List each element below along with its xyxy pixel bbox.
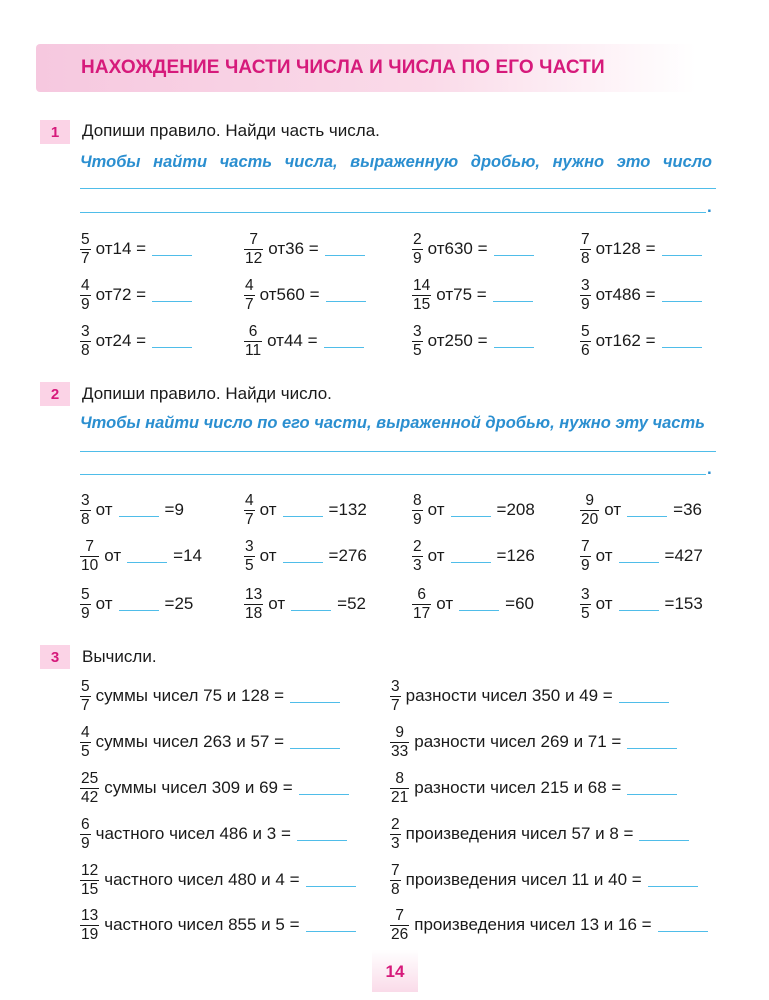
fraction-denominator: 5 bbox=[81, 742, 90, 760]
exercise-text: частного чисел 480 и 4 = bbox=[104, 870, 300, 889]
equals-sign: = bbox=[472, 239, 488, 258]
number-value: 36 bbox=[285, 239, 305, 258]
answer-blank[interactable] bbox=[639, 827, 689, 841]
fraction-numerator: 7 bbox=[581, 231, 590, 248]
fraction-numerator: 9 bbox=[585, 492, 594, 509]
answer-blank[interactable] bbox=[306, 918, 356, 932]
fraction-numerator: 2 bbox=[413, 538, 422, 555]
fraction-numerator: 13 bbox=[81, 907, 99, 924]
fraction-denominator: 3 bbox=[413, 556, 422, 574]
number-value: 75 bbox=[453, 285, 473, 304]
exercise-item bbox=[580, 321, 702, 361]
fraction-numerator: 8 bbox=[413, 492, 422, 509]
task-2-answer-line-2[interactable] bbox=[80, 474, 706, 475]
exercise-item bbox=[80, 814, 347, 854]
fraction-denominator: 7 bbox=[81, 249, 90, 267]
fraction-denominator: 9 bbox=[81, 834, 90, 852]
fraction-denominator: 9 bbox=[81, 295, 90, 313]
equals-sign: = bbox=[131, 331, 147, 350]
fraction-numerator: 25 bbox=[81, 770, 99, 787]
exercise-item bbox=[412, 490, 535, 530]
exercise-item bbox=[580, 490, 702, 530]
section-header bbox=[36, 44, 696, 92]
task-2-instruction: Допиши правило. Найди число. bbox=[82, 384, 332, 403]
fraction-denominator: 3 bbox=[391, 834, 400, 852]
exercise-item bbox=[580, 275, 702, 315]
fraction-numerator: 7 bbox=[249, 231, 258, 248]
number-value: 250 bbox=[444, 331, 473, 350]
fraction-denominator: 42 bbox=[81, 788, 99, 806]
answer-blank[interactable] bbox=[290, 735, 340, 749]
answer-blank[interactable] bbox=[325, 242, 365, 256]
result-value: 36 bbox=[683, 500, 702, 519]
fraction-numerator: 3 bbox=[245, 538, 254, 555]
fraction-numerator: 4 bbox=[245, 277, 254, 294]
exercise-item bbox=[580, 536, 703, 576]
answer-blank[interactable] bbox=[326, 288, 366, 302]
answer-blank[interactable] bbox=[459, 597, 499, 611]
result-value: 153 bbox=[674, 594, 703, 613]
number-value: 162 bbox=[612, 331, 641, 350]
exercise-text: суммы чисел 263 и 57 = bbox=[95, 732, 285, 751]
answer-blank[interactable] bbox=[627, 781, 677, 795]
equals-sign: = bbox=[131, 239, 147, 258]
answer-blank[interactable] bbox=[127, 549, 167, 563]
answer-blank[interactable] bbox=[152, 334, 192, 348]
fraction bbox=[390, 863, 401, 897]
fraction-denominator: 33 bbox=[391, 742, 409, 760]
exercise-item bbox=[390, 860, 698, 900]
answer-blank[interactable] bbox=[299, 781, 349, 795]
fraction-denominator: 8 bbox=[81, 510, 90, 528]
fraction-numerator: 5 bbox=[81, 678, 90, 695]
answer-blank[interactable] bbox=[662, 334, 702, 348]
of-word: от bbox=[427, 331, 445, 350]
fraction bbox=[412, 278, 431, 312]
equals-sign: = bbox=[131, 285, 147, 304]
task-1-period: . bbox=[707, 197, 712, 216]
fraction bbox=[412, 493, 423, 527]
result-value: 126 bbox=[506, 546, 535, 565]
fraction-denominator: 6 bbox=[581, 341, 590, 359]
exercise-text: разности чисел 269 и 71 = bbox=[414, 732, 622, 751]
fraction bbox=[244, 324, 262, 358]
answer-blank[interactable] bbox=[648, 873, 698, 887]
answer-blank[interactable] bbox=[619, 597, 659, 611]
answer-blank[interactable] bbox=[119, 597, 159, 611]
equals-sign: = bbox=[664, 546, 675, 565]
equals-sign: = bbox=[328, 500, 339, 519]
answer-blank[interactable] bbox=[324, 334, 364, 348]
exercise-item bbox=[80, 321, 192, 361]
fraction-numerator: 3 bbox=[81, 492, 90, 509]
fraction-numerator: 6 bbox=[417, 586, 426, 603]
exercise-text: частного чисел 486 и 3 = bbox=[95, 824, 291, 843]
exercise-text: частного чисел 855 и 5 = bbox=[104, 915, 300, 934]
fraction-denominator: 5 bbox=[581, 604, 590, 622]
fraction bbox=[244, 587, 263, 621]
fraction bbox=[390, 725, 409, 759]
fraction bbox=[80, 493, 91, 527]
fraction-numerator: 7 bbox=[581, 538, 590, 555]
equals-sign: = bbox=[640, 331, 656, 350]
exercise-item bbox=[244, 321, 364, 361]
fraction bbox=[80, 324, 91, 358]
exercise-item bbox=[412, 321, 534, 361]
task-1-answer-line-1[interactable] bbox=[80, 188, 716, 189]
fraction-numerator: 2 bbox=[413, 231, 422, 248]
number-value: 486 bbox=[612, 285, 641, 304]
fraction-numerator: 8 bbox=[395, 770, 404, 787]
of-word: от bbox=[595, 285, 613, 304]
equals-sign: = bbox=[304, 239, 319, 258]
exercise-item bbox=[244, 229, 365, 269]
fraction bbox=[80, 278, 91, 312]
result-value: 52 bbox=[347, 594, 366, 613]
answer-blank[interactable] bbox=[494, 334, 534, 348]
fraction-numerator: 13 bbox=[245, 586, 263, 603]
answer-blank[interactable] bbox=[283, 503, 323, 517]
of-word: от bbox=[595, 239, 613, 258]
fraction-numerator: 3 bbox=[581, 586, 590, 603]
equals-sign: = bbox=[640, 239, 656, 258]
fraction bbox=[244, 539, 255, 573]
exercise-item bbox=[412, 229, 534, 269]
fraction-denominator: 15 bbox=[413, 295, 431, 313]
of-word: от bbox=[268, 594, 286, 613]
fraction-numerator: 5 bbox=[81, 231, 90, 248]
fraction bbox=[80, 539, 99, 573]
fraction-numerator: 7 bbox=[395, 907, 404, 924]
equals-sign: = bbox=[164, 594, 175, 613]
answer-blank[interactable] bbox=[627, 735, 677, 749]
answer-blank[interactable] bbox=[627, 503, 667, 517]
exercise-item bbox=[390, 722, 677, 762]
exercise-item bbox=[80, 229, 192, 269]
result-value: 208 bbox=[506, 500, 535, 519]
fraction-denominator: 12 bbox=[245, 249, 263, 267]
result-value: 427 bbox=[674, 546, 703, 565]
of-word: от bbox=[427, 546, 445, 565]
answer-blank[interactable] bbox=[451, 503, 491, 517]
fraction-denominator: 9 bbox=[581, 295, 590, 313]
fraction bbox=[390, 908, 409, 942]
fraction-denominator: 7 bbox=[391, 696, 400, 714]
task-2-answer-line-1[interactable] bbox=[80, 451, 716, 452]
fraction bbox=[580, 587, 591, 621]
answer-blank[interactable] bbox=[297, 827, 347, 841]
fraction-numerator: 4 bbox=[81, 277, 90, 294]
of-word: от bbox=[95, 285, 113, 304]
answer-blank[interactable] bbox=[662, 242, 702, 256]
exercise-item bbox=[412, 275, 533, 315]
equals-sign: = bbox=[164, 500, 175, 519]
fraction-numerator: 3 bbox=[391, 678, 400, 695]
equals-sign: = bbox=[304, 285, 320, 304]
number-value: 24 bbox=[112, 331, 132, 350]
fraction bbox=[580, 493, 599, 527]
fraction-numerator: 7 bbox=[85, 538, 94, 555]
equals-sign: = bbox=[640, 285, 656, 304]
fraction-denominator: 7 bbox=[81, 696, 90, 714]
fraction bbox=[412, 587, 431, 621]
fraction bbox=[80, 771, 99, 805]
answer-blank[interactable] bbox=[152, 288, 192, 302]
task-2-rule: Чтобы найти число по его части, выраженной дробью, нужно эту часть bbox=[80, 414, 705, 432]
fraction bbox=[80, 679, 91, 713]
result-value: 60 bbox=[515, 594, 534, 613]
fraction-numerator: 7 bbox=[391, 862, 400, 879]
fraction-denominator: 8 bbox=[581, 249, 590, 267]
task-1-answer-line-2[interactable] bbox=[80, 212, 706, 213]
answer-blank[interactable] bbox=[152, 242, 192, 256]
fraction-denominator: 11 bbox=[245, 341, 262, 359]
answer-blank[interactable] bbox=[494, 242, 534, 256]
fraction bbox=[580, 539, 591, 573]
exercise-item bbox=[390, 676, 669, 716]
answer-blank[interactable] bbox=[290, 689, 340, 703]
fraction bbox=[80, 817, 91, 851]
equals-sign: = bbox=[472, 331, 488, 350]
result-value: 132 bbox=[338, 500, 367, 519]
answer-blank[interactable] bbox=[119, 503, 159, 517]
number-value: 630 bbox=[444, 239, 473, 258]
fraction bbox=[390, 817, 401, 851]
page-number-box bbox=[372, 950, 418, 992]
exercise-text: разности чисел 350 и 49 = bbox=[405, 686, 613, 705]
fraction-numerator: 6 bbox=[248, 323, 258, 340]
of-word: от bbox=[595, 546, 613, 565]
fraction-denominator: 8 bbox=[81, 341, 90, 359]
exercise-item bbox=[80, 676, 340, 716]
fraction-denominator: 7 bbox=[245, 295, 254, 313]
fraction-denominator: 21 bbox=[391, 788, 409, 806]
fraction bbox=[412, 539, 423, 573]
of-word: от bbox=[604, 500, 622, 519]
fraction bbox=[390, 771, 409, 805]
fraction bbox=[80, 863, 99, 897]
of-word: от bbox=[595, 594, 613, 613]
of-word: от bbox=[259, 546, 277, 565]
of-word: от bbox=[259, 285, 277, 304]
exercise-item bbox=[80, 536, 202, 576]
answer-blank[interactable] bbox=[619, 549, 659, 563]
equals-sign: = bbox=[302, 331, 318, 350]
fraction bbox=[80, 908, 99, 942]
page-title: НАХОЖДЕНИЕ ЧАСТИ ЧИСЛА И ЧИСЛА ПО ЕГО ЧАСТИ bbox=[81, 57, 605, 78]
equals-sign: = bbox=[496, 546, 507, 565]
exercise-item bbox=[80, 275, 192, 315]
result-value: 9 bbox=[174, 500, 184, 519]
fraction-denominator: 10 bbox=[81, 556, 99, 574]
equals-sign: = bbox=[673, 500, 684, 519]
fraction bbox=[244, 232, 263, 266]
result-value: 14 bbox=[183, 546, 202, 565]
exercise-text: суммы чисел 309 и 69 = bbox=[104, 778, 293, 797]
exercise-item bbox=[580, 229, 702, 269]
fraction-denominator: 9 bbox=[413, 510, 422, 528]
fraction-denominator: 20 bbox=[581, 510, 599, 528]
of-word: от bbox=[267, 331, 284, 350]
answer-blank[interactable] bbox=[619, 689, 669, 703]
exercise-text: произведения чисел 11 и 40 = bbox=[405, 870, 642, 889]
page-number: 14 bbox=[385, 962, 405, 981]
exercise-item bbox=[80, 722, 340, 762]
exercise-text: произведения чисел 13 и 16 = bbox=[414, 915, 652, 934]
exercise-item bbox=[80, 768, 349, 808]
answer-blank[interactable] bbox=[662, 288, 702, 302]
equals-sign: = bbox=[173, 546, 184, 565]
exercise-item bbox=[412, 584, 534, 624]
fraction bbox=[580, 324, 591, 358]
task-1-number-badge: 1 bbox=[40, 120, 70, 144]
number-value: 72 bbox=[112, 285, 132, 304]
fraction-numerator: 2 bbox=[391, 816, 400, 833]
fraction bbox=[244, 493, 255, 527]
exercise-item bbox=[244, 584, 366, 624]
task-1-rule: Чтобы найти часть числа, выраженную дробью, нужно это число bbox=[80, 153, 712, 171]
task-1-instruction: Допиши правило. Найди часть числа. bbox=[82, 121, 380, 140]
exercise-item bbox=[412, 536, 535, 576]
exercise-text: суммы чисел 75 и 128 = bbox=[95, 686, 285, 705]
exercise-item bbox=[244, 275, 366, 315]
fraction-denominator: 9 bbox=[413, 249, 422, 267]
fraction-numerator: 14 bbox=[413, 277, 431, 294]
fraction-numerator: 5 bbox=[81, 586, 90, 603]
exercise-item bbox=[390, 905, 708, 945]
task-3-instruction: Вычисли. bbox=[82, 647, 157, 666]
equals-sign: = bbox=[496, 500, 507, 519]
of-word: от bbox=[427, 500, 445, 519]
result-value: 25 bbox=[174, 594, 194, 613]
fraction-numerator: 3 bbox=[581, 277, 590, 294]
of-word: от bbox=[95, 239, 113, 258]
exercise-item bbox=[244, 490, 367, 530]
answer-blank[interactable] bbox=[658, 918, 708, 932]
fraction bbox=[80, 587, 91, 621]
of-word: от bbox=[95, 331, 113, 350]
fraction-numerator: 9 bbox=[395, 724, 404, 741]
exercise-item bbox=[80, 860, 356, 900]
fraction-denominator: 19 bbox=[81, 925, 99, 943]
fraction-denominator: 7 bbox=[245, 510, 254, 528]
fraction-denominator: 15 bbox=[81, 880, 99, 898]
exercise-item bbox=[80, 584, 193, 624]
fraction bbox=[80, 232, 91, 266]
number-value: 44 bbox=[283, 331, 303, 350]
number-value: 128 bbox=[612, 239, 641, 258]
result-value: 276 bbox=[338, 546, 367, 565]
fraction-numerator: 6 bbox=[81, 816, 90, 833]
fraction-numerator: 4 bbox=[245, 492, 254, 509]
answer-blank[interactable] bbox=[451, 549, 491, 563]
fraction-denominator: 18 bbox=[245, 604, 263, 622]
fraction-denominator: 9 bbox=[581, 556, 590, 574]
exercise-item bbox=[244, 536, 367, 576]
exercise-item bbox=[80, 905, 356, 945]
fraction-denominator: 26 bbox=[391, 925, 409, 943]
exercise-item bbox=[580, 584, 703, 624]
of-word: от bbox=[95, 594, 113, 613]
fraction bbox=[390, 679, 401, 713]
number-value: 560 bbox=[276, 285, 305, 304]
exercise-item bbox=[80, 490, 184, 530]
of-word: от bbox=[436, 285, 454, 304]
fraction-numerator: 12 bbox=[81, 862, 99, 879]
equals-sign: = bbox=[328, 546, 339, 565]
answer-blank[interactable] bbox=[283, 549, 323, 563]
fraction-numerator: 5 bbox=[581, 323, 590, 340]
number-value: 14 bbox=[112, 239, 132, 258]
exercise-text: разности чисел 215 и 68 = bbox=[414, 778, 622, 797]
fraction-denominator: 17 bbox=[413, 604, 431, 622]
equals-sign: = bbox=[337, 594, 348, 613]
fraction-denominator: 5 bbox=[245, 556, 254, 574]
answer-blank[interactable] bbox=[306, 873, 356, 887]
of-word: от bbox=[595, 331, 613, 350]
answer-blank[interactable] bbox=[291, 597, 331, 611]
fraction bbox=[244, 278, 255, 312]
fraction bbox=[580, 278, 591, 312]
fraction bbox=[412, 232, 423, 266]
of-word: от bbox=[259, 500, 277, 519]
fraction-denominator: 5 bbox=[413, 341, 422, 359]
fraction-denominator: 8 bbox=[391, 880, 400, 898]
task-2-number-badge: 2 bbox=[40, 382, 70, 406]
of-word: от bbox=[95, 500, 113, 519]
fraction-numerator: 3 bbox=[413, 323, 422, 340]
fraction bbox=[412, 324, 423, 358]
of-word: от bbox=[427, 239, 445, 258]
fraction-denominator: 9 bbox=[81, 604, 90, 622]
fraction-numerator: 3 bbox=[81, 323, 90, 340]
exercise-item bbox=[390, 768, 677, 808]
equals-sign: = bbox=[472, 285, 487, 304]
fraction-numerator: 4 bbox=[81, 724, 90, 741]
of-word: от bbox=[436, 594, 454, 613]
task-3-number-badge: 3 bbox=[40, 645, 70, 669]
exercise-item bbox=[390, 814, 689, 854]
equals-sign: = bbox=[505, 594, 516, 613]
of-word: от bbox=[104, 546, 122, 565]
fraction bbox=[580, 232, 591, 266]
answer-blank[interactable] bbox=[493, 288, 533, 302]
task-2-period: . bbox=[707, 459, 712, 478]
of-word: от bbox=[268, 239, 286, 258]
equals-sign: = bbox=[664, 594, 675, 613]
exercise-text: произведения чисел 57 и 8 = bbox=[405, 824, 634, 843]
fraction bbox=[80, 725, 91, 759]
